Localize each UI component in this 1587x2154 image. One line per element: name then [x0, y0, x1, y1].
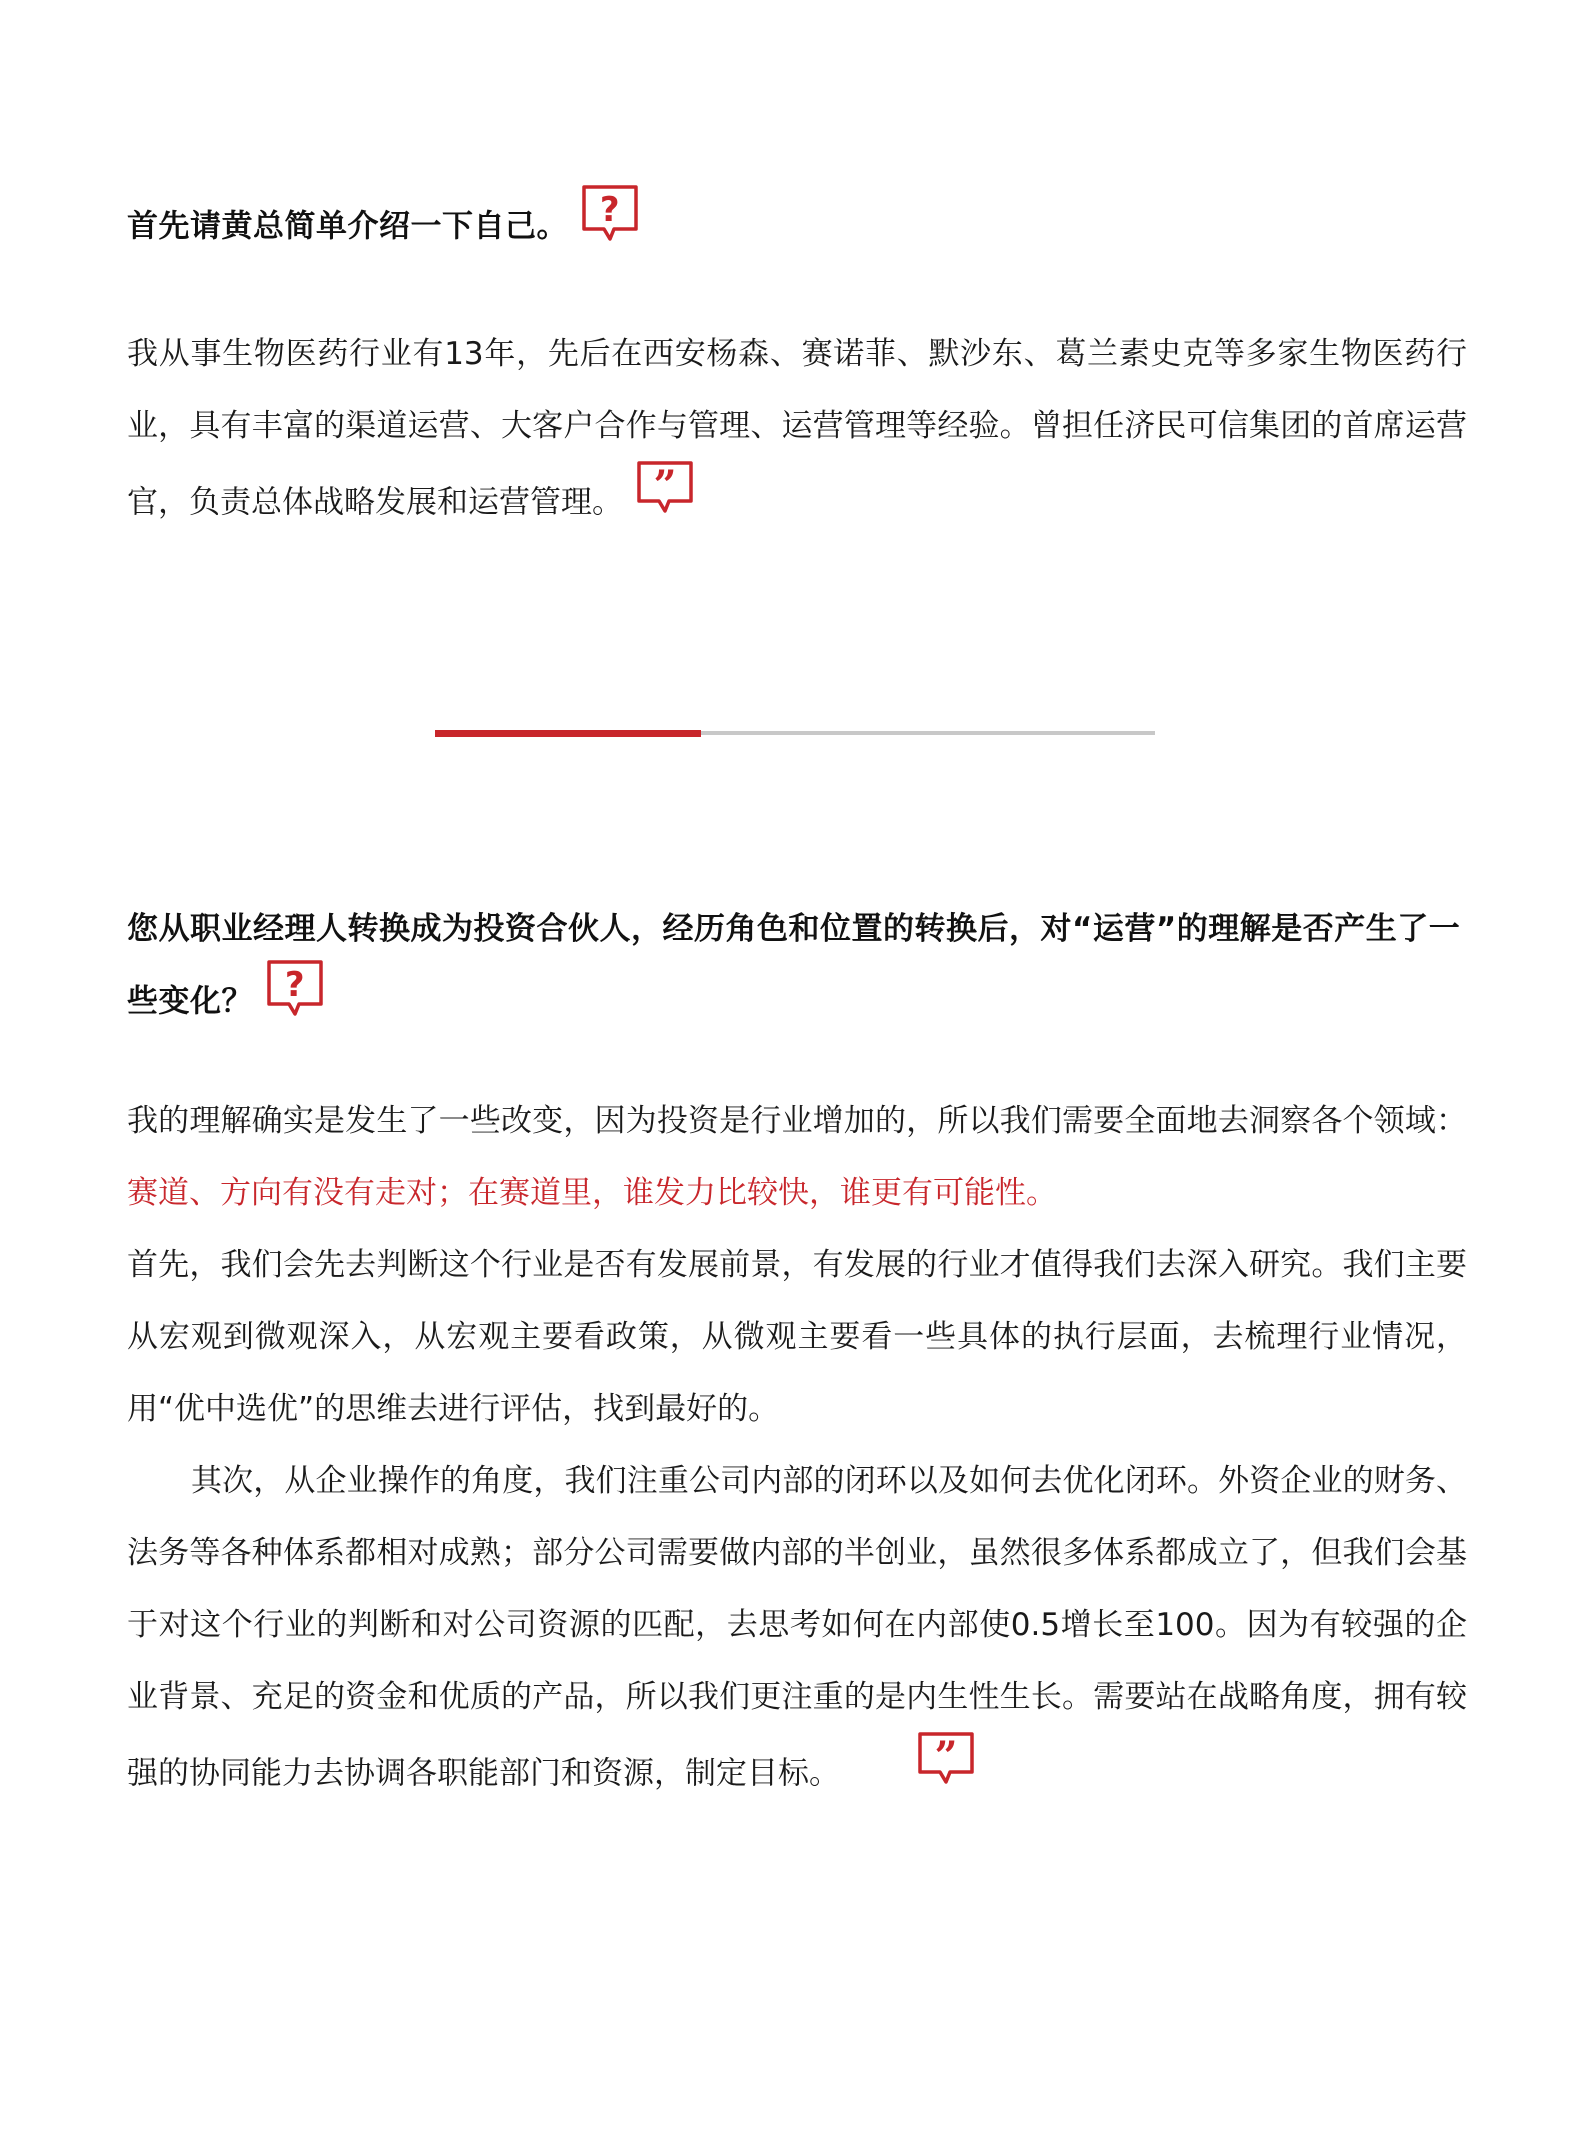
quote-bubble-icon: [635, 459, 695, 543]
question-2: [127, 897, 1467, 1045]
question-bubble-icon: [265, 958, 325, 1042]
divider-accent-segment: [435, 730, 701, 737]
section-divider: [435, 730, 1155, 738]
answer-2-p3-text: 其次，从企业操作的角度，我们注重公司内部的闭环以及如何去优化闭环。外资企业的财务、法务等各种体系都相对成熟；部分公司需要做内部的半创业，虽然很多体系都成立了，但我们会基于对这个行业的判断和对公司资源的匹配，去思考如何在内部使0.5增长至100。因为有较强的企业背景、充足的资金和优质的产品，所以我们更注重的是内生性生长。需要站在战略角度，拥有较强的协同能力去协调各职能部门和资源，制定目标。: [127, 1463, 1467, 1792]
answer-2-paragraph-2: 首先，我们会先去判断这个行业是否有发展前景，有发展的行业才值得我们去深入研究。我们主要从宏观到微观深入，从宏观主要看政策，从微观主要看一些具体的执行层面，去梳理行业情况，用“优中选优”的思维去进行评估，找到最好的。: [127, 1247, 1467, 1427]
answer-2-paragraph-1: [127, 1085, 1467, 1229]
question-bubble-icon: [580, 183, 640, 267]
svg-text:?: ?: [284, 965, 306, 1005]
quote-bubble-icon: [852, 1730, 976, 1814]
answer-1-paragraph: [127, 318, 1467, 546]
question-2-text: 您从职业经理人转换成为投资合伙人，经历角色和位置的转换后，对“运营”的理解是否产生了一些变化？: [127, 911, 1461, 1020]
question-1: [127, 186, 1467, 270]
svg-text:”: ”: [934, 1733, 958, 1780]
question-1-text: 首先请黄总简单介绍一下自己。: [127, 208, 568, 245]
answer-2: [127, 1085, 1467, 1817]
answer-2-p1-lead: 我的理解确实是发生了一些改变，因为投资是行业增加的，所以我们需要全面地去洞察各个领域：: [127, 1103, 1467, 1139]
answer-1: [127, 318, 1467, 546]
divider-grey-segment: [701, 731, 1155, 735]
svg-text:?: ?: [599, 190, 621, 230]
answer-1-text: 我从事生物医药行业有13年，先后在西安杨森、赛诺菲、默沙东、葛兰素史克等多家生物医药行业，具有丰富的渠道运营、大客户合作与管理、运营管理等经验。曾担任济民可信集团的首席运营官，负责总体战略发展和运营管理。: [127, 336, 1467, 521]
answer-2-p1-highlight: 赛道、方向有没有走对；在赛道里，谁发力比较快，谁更有可能性。: [127, 1175, 1057, 1211]
svg-text:”: ”: [653, 462, 677, 509]
answer-2-paragraph-3: [127, 1445, 1467, 1817]
